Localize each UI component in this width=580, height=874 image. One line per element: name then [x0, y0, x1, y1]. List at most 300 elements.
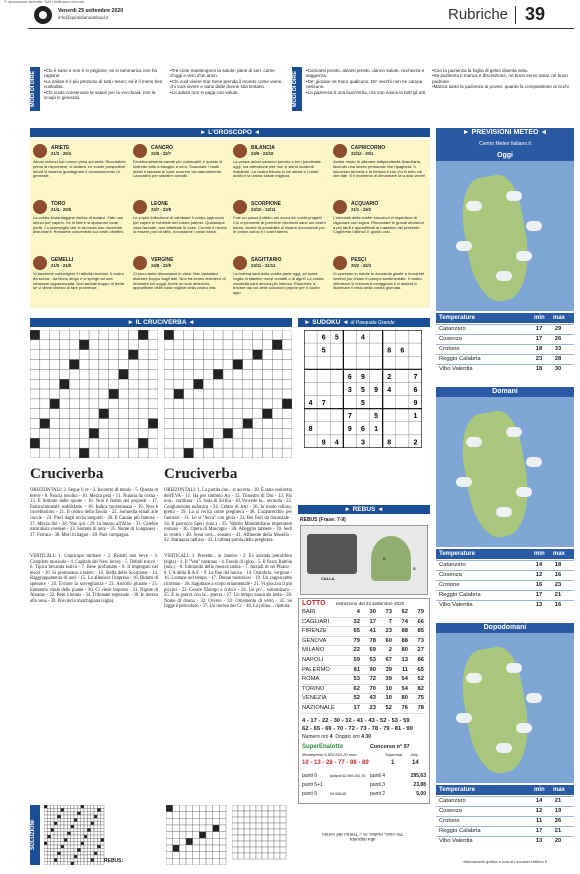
grid-cell — [94, 808, 97, 811]
lotto-number: 62 — [353, 685, 360, 692]
grid-cell — [60, 360, 70, 370]
sudoku-cell[interactable] — [409, 422, 422, 435]
grid-cell — [74, 808, 77, 811]
grid-cell — [51, 842, 54, 845]
grid-cell — [44, 822, 47, 825]
superstar-value: 1 — [391, 760, 395, 766]
lotto-estrazione: estrazione del 24 settembre 2020 — [336, 601, 405, 606]
sudoku-cell[interactable] — [396, 422, 409, 435]
sudoku-cell[interactable] — [317, 422, 330, 435]
grid-cell — [101, 838, 104, 841]
grid-cell — [99, 438, 109, 448]
jolly-value: 14 — [412, 760, 419, 766]
grid-cell — [51, 828, 54, 831]
grid-cell — [54, 818, 57, 821]
grid-cell — [61, 842, 64, 845]
grid-cell — [253, 350, 263, 360]
grid-cell — [223, 399, 233, 409]
lotto-number: 23 — [369, 704, 376, 711]
sudoku-cell[interactable] — [396, 396, 409, 409]
grid-cell — [109, 438, 119, 448]
sign-name: TORO — [51, 201, 66, 207]
grid-cell — [174, 399, 184, 409]
prize-value: 53.558,55 — [330, 792, 346, 796]
temp-row — [436, 806, 574, 815]
grid-cell — [69, 369, 79, 379]
grid-cell — [213, 858, 220, 865]
sudoku-cell[interactable] — [409, 343, 422, 356]
lotto-number: 67 — [385, 656, 392, 663]
grid-cell — [69, 350, 79, 360]
grid-cell — [44, 852, 47, 855]
grid-cell — [173, 805, 180, 812]
grid-cell — [94, 828, 97, 831]
grid-cell — [186, 812, 193, 819]
grid-cell — [256, 847, 262, 853]
grid-cell — [47, 842, 50, 845]
grid-cell — [194, 389, 204, 399]
grid-cell — [77, 828, 80, 831]
scorpione-icon — [233, 200, 247, 214]
grid-cell — [148, 399, 158, 409]
grid-cell — [94, 805, 97, 808]
sudoku-cell[interactable] — [317, 409, 330, 422]
grid-cell — [109, 448, 119, 458]
sudoku-cell[interactable] — [343, 435, 356, 448]
grid-cell — [219, 818, 226, 825]
sudoku-cell[interactable] — [304, 330, 317, 343]
grid-cell — [57, 815, 60, 818]
sudoku-cell[interactable] — [330, 422, 343, 435]
grid-cell — [30, 419, 40, 429]
grid-cell — [84, 852, 87, 855]
grid-cell — [213, 812, 220, 819]
grid-cell — [282, 379, 292, 389]
grid-cell — [69, 448, 79, 458]
lotto-row — [302, 656, 426, 666]
sudoku-cell[interactable] — [396, 369, 409, 382]
sudoku-cell[interactable] — [330, 396, 343, 409]
grid-cell — [61, 822, 64, 825]
grid-cell — [84, 808, 87, 811]
grid-cell — [128, 379, 138, 389]
sudoku-cell[interactable] — [304, 382, 317, 395]
grid-cell — [91, 822, 94, 825]
grid-cell — [274, 823, 280, 829]
grid-cell — [250, 835, 256, 841]
montepremi: Montepremi 5.820.610,20 euro — [302, 752, 357, 757]
grid-cell — [262, 847, 268, 853]
grid-cell — [244, 811, 250, 817]
grid-cell — [30, 360, 40, 370]
grid-cell — [30, 448, 40, 458]
saying: •Tre cose mantengono la salute: pane di seri, carne d'oggi e vino d'un anno. — [170, 68, 275, 79]
grid-cell — [87, 808, 90, 811]
sudoku-digit: 9 — [321, 439, 326, 447]
sudoku-cell[interactable] — [370, 330, 383, 343]
grid-cell — [47, 855, 50, 858]
grid-cell — [84, 818, 87, 821]
grid-cell — [71, 805, 74, 808]
grid-cell — [67, 862, 70, 865]
grid-cell — [54, 815, 57, 818]
grid-cell — [77, 818, 80, 821]
meteo-period-label: Dopodomani — [436, 623, 574, 633]
sign-text: Le vostre intenzione di cambiare il vostro approccio per capire le richieste del vostro partner. Qualunque cosa facciate, non affrettate le cose. Correte il rischio di essere privi di tatto, nonostante i vostri sforzi. — [133, 215, 227, 235]
grid-cell — [280, 811, 286, 817]
saying: •Chi è sano e non è in prigione, se si rammarica non ha ragione. — [44, 68, 157, 79]
ruota: MILANO — [302, 647, 325, 654]
temp-row — [436, 364, 574, 373]
lotto-number: 76 — [401, 704, 408, 711]
bilancia-icon — [233, 144, 247, 158]
city: Cosenza — [439, 336, 462, 342]
grid-cell — [81, 822, 84, 825]
grid-cell — [238, 835, 244, 841]
sudoku-cell[interactable] — [317, 356, 330, 369]
numero-oro — [302, 734, 371, 740]
grid-cell — [238, 817, 244, 823]
grid-cell — [256, 817, 262, 823]
city: Reggio Calabria — [439, 356, 481, 362]
contact-email[interactable]: info@quotidianodelsud.it — [58, 15, 109, 20]
grid-cell — [173, 832, 180, 839]
toro-icon — [33, 200, 47, 214]
grid-cell — [250, 841, 256, 847]
grid-cell — [101, 825, 104, 828]
grid-cell — [109, 340, 119, 350]
grid-cell — [61, 818, 64, 821]
grid-cell — [213, 852, 220, 859]
meteo-provider: Centro Meteo Italiano.it — [436, 137, 574, 151]
sudoku-cell[interactable] — [330, 409, 343, 422]
rebus-image — [300, 525, 428, 595]
calabria-landmass — [456, 408, 537, 542]
grid-cell — [272, 369, 282, 379]
sudoku-cell[interactable] — [356, 356, 369, 369]
grid-cell — [199, 838, 206, 845]
grid-cell — [94, 835, 97, 838]
sudoku-cell[interactable] — [383, 396, 396, 409]
grid-cell — [262, 811, 268, 817]
sudoku-cell[interactable] — [409, 356, 422, 369]
grid-cell — [30, 399, 40, 409]
sudoku-cell[interactable] — [396, 356, 409, 369]
grid-cell — [148, 330, 158, 340]
grid-cell — [97, 855, 100, 858]
grid-cell — [109, 428, 119, 438]
grid-cell — [262, 835, 268, 841]
grid-cell — [99, 330, 109, 340]
sign-dates: 21/3 - 20/4 — [51, 151, 72, 156]
grid-cell — [174, 419, 184, 429]
grid-cell — [97, 862, 100, 865]
sudoku-cell[interactable] — [317, 369, 330, 382]
grid-cell — [101, 848, 104, 851]
lotto-number: 41 — [369, 628, 376, 635]
sudoku-cell[interactable] — [356, 343, 369, 356]
prize-value — [330, 781, 370, 790]
sign-text: La vostra azioni saranno precise e ben ponderate oggi, ma attenzione che non vi siano incidenti maldestri. La vostra fiducia in voi stessi e i vostri dubbi e la vostra salute migliora. — [233, 159, 321, 179]
grid-cell — [50, 350, 60, 360]
temp-min: 18 — [532, 345, 546, 354]
grid-cell — [109, 369, 119, 379]
lotto-number: 17 — [353, 704, 360, 711]
lotto-number: 39 — [385, 676, 392, 683]
grid-cell — [253, 369, 263, 379]
grid-cell — [47, 858, 50, 861]
grid-cell — [280, 853, 286, 859]
sudoku-cell[interactable] — [343, 330, 356, 343]
sudoku-cell[interactable] — [370, 356, 383, 369]
sudoku-cell[interactable] — [370, 343, 383, 356]
sudoku-cell[interactable] — [330, 369, 343, 382]
grid-cell — [74, 828, 77, 831]
grid-cell — [64, 858, 67, 861]
grid-cell — [174, 428, 184, 438]
sign-name: LEONE — [151, 201, 169, 207]
grid-cell — [193, 858, 200, 865]
grid-cell — [213, 360, 223, 370]
grid-cell — [244, 853, 250, 859]
grid-cell — [94, 825, 97, 828]
grid-cell — [193, 812, 200, 819]
grid-cell — [64, 862, 67, 865]
grid-cell — [51, 835, 54, 838]
crossword-grid-2[interactable] — [164, 330, 292, 458]
grid-cell — [50, 369, 60, 379]
grid-cell — [174, 360, 184, 370]
grid-cell — [101, 835, 104, 838]
grid-cell — [186, 838, 193, 845]
grid-cell — [206, 812, 213, 819]
grid-cell — [193, 825, 200, 832]
grid-cell — [81, 858, 84, 861]
grid-cell — [213, 845, 220, 852]
city: Cosenza — [439, 808, 462, 814]
temp-min: 13 — [532, 837, 546, 846]
sudoku-cell[interactable] — [304, 369, 317, 382]
grid-cell — [223, 350, 233, 360]
grid-cell — [238, 847, 244, 853]
grid-cell — [119, 419, 129, 429]
cruciverba-bar: ► IL CRUCIVERBA ◄ — [30, 318, 292, 327]
sudoku-cell[interactable] — [370, 435, 383, 448]
grid-cell — [51, 815, 54, 818]
grid-cell — [138, 360, 148, 370]
grid-cell — [262, 438, 272, 448]
lotto-number: 65 — [353, 628, 360, 635]
grid-cell — [243, 399, 253, 409]
sudoku-cell[interactable] — [370, 369, 383, 382]
grid-cell — [203, 428, 213, 438]
grid-cell — [57, 862, 60, 865]
grid-cell — [54, 842, 57, 845]
grid-cell — [40, 350, 50, 360]
issue-date: Venerdì 25 settembre 2020 — [58, 8, 124, 14]
grid-cell — [232, 823, 238, 829]
grid-cell — [262, 360, 272, 370]
grid-cell — [99, 419, 109, 429]
grid-cell — [99, 428, 109, 438]
grid-cell — [164, 360, 174, 370]
grid-cell — [138, 428, 148, 438]
grid-cell — [40, 369, 50, 379]
grid-cell — [166, 838, 173, 845]
sudoku-cell[interactable] — [304, 343, 317, 356]
sudoku-cell[interactable] — [383, 409, 396, 422]
sudoku-cell[interactable] — [330, 356, 343, 369]
grid-cell — [109, 350, 119, 360]
grid-cell — [71, 845, 74, 848]
sudoku-cell[interactable] — [396, 435, 409, 448]
grid-cell — [67, 812, 70, 815]
sign-text: Ci sono tante discussioni in vista. Non lasciatevi distrarre troppo dagli altri. Non ha senso chiedervi di rimanere sui soggi. Avete un solo desiderio, approfittare delle cose migliori della vostra vita. — [133, 271, 226, 291]
modi-dire-2-col2 — [432, 68, 572, 90]
temp-row — [436, 796, 574, 805]
grid-cell — [213, 838, 220, 845]
grid-cell — [119, 438, 129, 448]
ruota: GENOVA — [302, 637, 327, 644]
temp-min: 16 — [532, 581, 546, 590]
grid-cell — [274, 829, 280, 835]
grid-cell — [272, 379, 282, 389]
grid-cell — [54, 828, 57, 831]
grid-cell — [97, 852, 100, 855]
lotto-number: 73 — [385, 609, 392, 615]
grid-cell — [233, 428, 243, 438]
grid-cell — [79, 379, 89, 389]
grid-cell — [79, 369, 89, 379]
grid-cell — [262, 409, 272, 419]
temp-header — [436, 313, 574, 323]
grid-cell — [79, 360, 89, 370]
city: Cosenza — [439, 572, 462, 578]
sign-dates: 21/4 - 20/5 — [51, 207, 72, 212]
sign-dates: 20/2 - 20/3 — [351, 263, 372, 268]
temp-max: 16 — [551, 601, 565, 610]
grid-cell — [164, 409, 174, 419]
sudoku-grid[interactable] — [304, 330, 422, 448]
temp-row — [436, 570, 574, 579]
grid-cell — [282, 389, 292, 399]
lotto-number: 62 — [401, 609, 408, 615]
grid-cell — [97, 832, 100, 835]
sudoku-cell[interactable] — [383, 356, 396, 369]
grid-cell — [44, 818, 47, 821]
sign-name: SAGITTARIO — [251, 257, 282, 263]
grid-cell — [148, 360, 158, 370]
sudoku-cell[interactable] — [343, 396, 356, 409]
sudoku-cell[interactable] — [396, 409, 409, 422]
grid-cell — [250, 811, 256, 817]
sudoku-cell[interactable] — [396, 330, 409, 343]
grid-cell — [60, 330, 70, 340]
sudoku-cell[interactable] — [343, 343, 356, 356]
grid-cell — [60, 350, 70, 360]
grid-cell — [179, 858, 186, 865]
soluzione-rebus-answer — [296, 808, 430, 864]
sudoku-cell[interactable] — [304, 356, 317, 369]
grid-cell — [119, 409, 129, 419]
grid-cell — [262, 448, 272, 458]
grid-cell — [79, 399, 89, 409]
grid-cell — [128, 438, 138, 448]
prize-row — [302, 781, 426, 790]
prize-row — [302, 790, 426, 799]
grid-cell — [89, 350, 99, 360]
grid-cell — [40, 340, 50, 350]
grid-cell — [280, 841, 286, 847]
sudoku-cell[interactable] — [304, 409, 317, 422]
grid-cell — [81, 818, 84, 821]
sudoku-cell[interactable] — [330, 382, 343, 395]
grid-cell — [233, 350, 243, 360]
grid-cell — [138, 379, 148, 389]
sign-text: La vostra testardaggine rischia di isolarvi. Fate uno sforzo per capirlo. Se lo fate e si apriranno tante porte. Lo scompiglio che vi circonda non dovrebbe disturbarvi. Rimanete concentrati sui vostri obiettivi. — [33, 215, 125, 235]
grid-cell — [54, 825, 57, 828]
sudoku-cell[interactable] — [370, 396, 383, 409]
sudoku-cell[interactable] — [317, 382, 330, 395]
sudoku-cell[interactable] — [396, 382, 409, 395]
grid-cell — [274, 805, 280, 811]
grid-cell — [47, 838, 50, 841]
grid-cell — [74, 818, 77, 821]
grid-cell — [193, 852, 200, 859]
cloud-icon — [466, 673, 482, 683]
grid-cell — [138, 369, 148, 379]
temp-row — [436, 324, 574, 333]
saying: •Manca tanto la pazienza ai poveri, quanto la compassione ai ricchi. — [432, 84, 570, 90]
grid-cell — [232, 811, 238, 817]
temp-max: 20 — [551, 837, 565, 846]
saying: •Coricarsi presto, alzarsi presto, danno salute, ricchezza e saggezza. — [306, 68, 425, 79]
lotto-number: 72 — [369, 676, 376, 683]
grid-cell — [84, 812, 87, 815]
grid-cell — [97, 845, 100, 848]
cloud-icon — [526, 693, 542, 703]
sudoku-cell[interactable] — [356, 409, 369, 422]
grid-cell — [81, 852, 84, 855]
grid-cell — [61, 858, 64, 861]
city: Catanzaro — [439, 798, 466, 804]
grid-cell — [69, 379, 79, 389]
temp-row — [436, 580, 574, 589]
grid-cell — [223, 438, 233, 448]
grid-cell — [69, 399, 79, 409]
grid-cell — [99, 369, 109, 379]
grid-cell — [91, 805, 94, 808]
sudoku-cell[interactable] — [330, 343, 343, 356]
sudoku-cell[interactable] — [409, 330, 422, 343]
sudoku-digit: 9 — [347, 426, 352, 434]
temp-header — [436, 549, 574, 559]
sudoku-cell[interactable] — [383, 422, 396, 435]
grid-cell — [274, 847, 280, 853]
grid-cell — [64, 822, 67, 825]
crossword-grid-1[interactable] — [30, 330, 158, 458]
sudoku-cell[interactable] — [304, 435, 317, 448]
grid-cell — [57, 825, 60, 828]
sudoku-cell[interactable] — [383, 330, 396, 343]
grid-cell — [71, 835, 74, 838]
sign-text: Vi verranno in mente le domande giuste e riuscirete vederci più chiaro in campo sentimentale. Il vostro ottimismo vi rinnoverà coraggiosa e vi aiuterà a illuminare il resto della vostra giornata. — [333, 271, 425, 291]
sudoku-cell[interactable] — [343, 356, 356, 369]
grid-cell — [47, 852, 50, 855]
grid-cell — [91, 812, 94, 815]
grid-cell — [89, 389, 99, 399]
grid-cell — [50, 379, 60, 389]
